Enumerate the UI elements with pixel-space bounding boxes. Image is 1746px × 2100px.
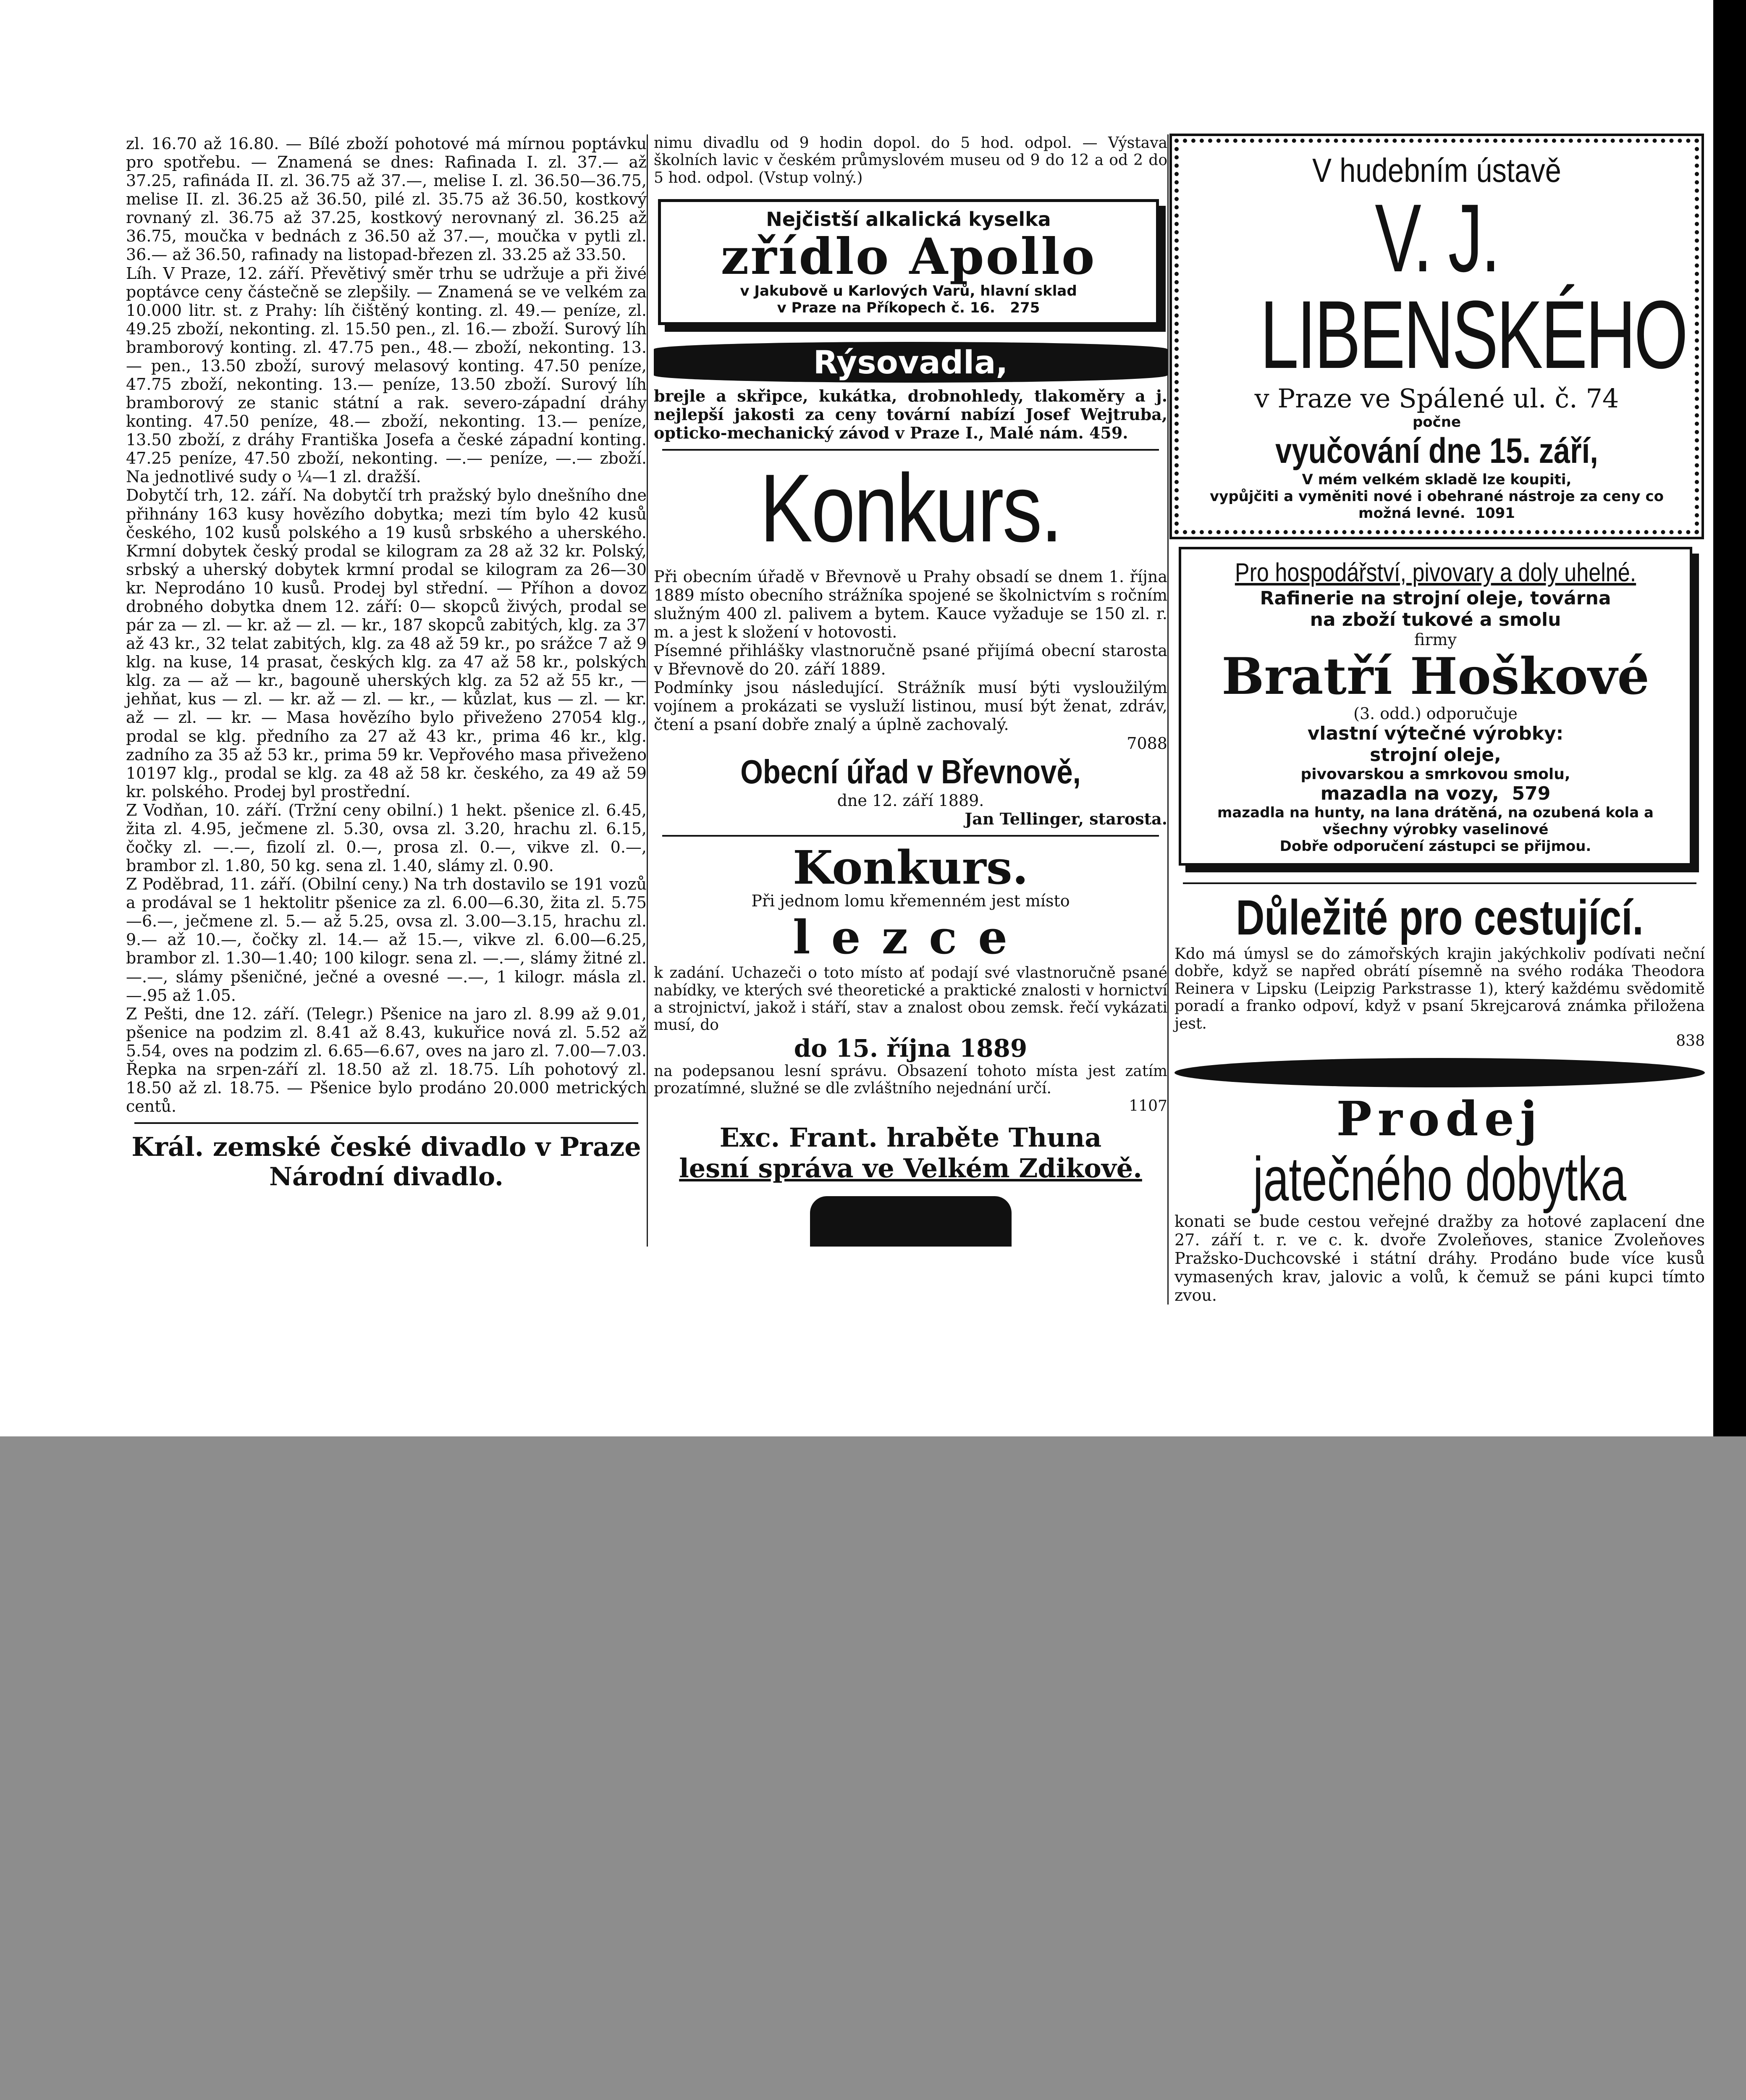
hoskove-product-5: mazadla na hunty, na lana drátěná, na ozubená kola a všechny výrobky vaselinové (1217, 804, 1654, 838)
konkurs-paragraph-2: Písemné přihlášky vlastnoručně psané přijímá obecní starosta v Břevnově do 20. září 1889. (654, 641, 1167, 679)
libensky-start: vyučování dne 15. září, (1275, 431, 1598, 470)
travellers-body: Kdo má úmysl se do zámořských krajin jakýchkoliv podívati neční dobře, když se napřed obrátí písemně na svého rodáka Theodora Reinera v Lipsku (Leipzig Parkstrasse 1), který každému svědomitě poradí a franko odpoví, když v psaní 5krejcarová známka přiložena jest. (1174, 945, 1705, 1032)
cattle-market-report: Dobytčí trh, 12. září. Na dobytčí trh pražský bylo dnešního dne přihnány 163 kusy hovězího dobytka; mezi tím bylo 42 kusů českého, 102 kusů polského a 19 kusů srbského a uherského. Krmní dobytek český prodal se kilogram za 28 až 32 kr. Polský, srbský a uherský dobytek krmní prodal se kilogram za 26—30 kr. Neprodáno 10 kusů. Prodej byl střední. — Příhon a dovoz drobného dobytka dnem 12. září: 0— skopců živých, prodal se pár za — zl. — kr. až — zl. — kr., 187 skopců zabitých, klg. za 37 až 43 kr., 32 telat zabitých, klg. za 48 až 59 kr., po srážce 7 až 9 klg. na kuse, 14 prasat, českých klg. za 47 až 58 kr., polských klg. za — až — kr., bagouně uherských klg. za 52 až 55 kr., — jehňat, kus — zl. — kr. až — zl. — kr., — kůzlat, kus — zl. — kr. až — zl. — kr. — Masa hovězího bylo přiveženo 27054 klg., prodal se klg. předního za 27 až 43 kr., prima 46 kr., klg. zadního za 35 až 53 kr., prima 59 kr. Vepřového masa přiveženo 10197 klg., prodal se klg. za 48 až 58 kr. českého, za 49 až 59 kr. polského. Prodej byl prostřední. (126, 486, 647, 801)
budapest-telegram: Z Pešti, dne 12. září. (Telegr.) Pšenice na jaro zl. 8.99 až 9.01, pšenice na podzim zl. 8.41 až 8.43, kukuřice nová zl. 5.52 až 5.54, oves na podzim zl. 6.65—6.67, oves na jaro zl. 7.00—7.03. Řepka na srpen-září zl. 18.50 až zl. 18.75. Líh pohotový zl. 18.50 až zl. 18.75. — Pšenice bylo prodáno 20.000 metrických centů. (126, 1004, 647, 1116)
hoskove-number: 579 (1512, 783, 1551, 805)
column-market-reports (126, 134, 647, 1192)
rysovadla-banner: Rýsovadla, (654, 342, 1167, 383)
apollo-kicker: Nejčistší alkalická kyselka (766, 208, 1051, 231)
theatre-heading: Král. zemské české divadlo v Praze (131, 1131, 641, 1163)
office-date: dne 12. září 1889. (837, 791, 984, 810)
decorative-bar (1174, 1058, 1705, 1087)
konkurs2-position: lezce (792, 910, 1029, 965)
hoskove-product-4: mazadla na vozy, (1320, 783, 1499, 805)
newspaper-page (126, 0, 1713, 1436)
apollo-number: 275 (1010, 299, 1040, 317)
konkurs2-body2: na podepsanou lesní správu. Obsazení tohoto místa jest zatím prozatímné, služné se dle zvláštního nejednání určí. (654, 1062, 1167, 1097)
exhibition-note: nimu divadlu od 9 hodin dopol. do 5 hod. odpol. — Výstava školních lavic v českém průmyslovém museu od 9 do 12 a od 2 do 5 hod. odpol. (Vstup volný.) (654, 134, 1167, 186)
theatre-subheading: Národní divadlo. (269, 1162, 503, 1192)
apollo-line1: v Jakubově u Karlových Varů, hlavní sklad (740, 283, 1077, 300)
libensky-small2: vypůjčiti a vyměniti nové i obehrané nástroje za ceny co možná levné. (1210, 488, 1664, 522)
hoskove-line2: na zboží tukové a smolu (1310, 609, 1561, 630)
hoskove-footer: Dobře odporučení zástupci se přijmou. (1279, 838, 1591, 855)
hoskove-name: Bratří Hoškové (1222, 647, 1649, 706)
column-ads-right (1167, 134, 1705, 1305)
konkurs2-heading: Konkurs. (793, 840, 1028, 895)
apollo-name: zřídlo Apollo (721, 227, 1096, 286)
office-signature: Jan Tellinger, starosta. (965, 809, 1167, 828)
travellers-number: 838 (1676, 1032, 1705, 1050)
konkurs-paragraph-3: Podmínky jsou následující. Strážník musí býti vysloužilým vojínem a prokázati se vysluží listinou, musí být ženat, zdráv, čtení a psaní dobře znalý a úplně zachovalý. (654, 678, 1167, 734)
sale-heading: Prodej (1336, 1092, 1543, 1147)
konkurs-heading: Konkurs. (760, 454, 1062, 562)
konkurs2-signature-1: Exc. Frant. hraběte Thuna (719, 1122, 1102, 1153)
vodnany-grain-prices: Z Vodňan, 10. září. (Tržní ceny obilní.) 1 hekt. pšenice zl. 6.45, žita zl. 4.95, ječmene zl. 5.30, ovsa zl. 3.20, hrachu zl. 6.15, čočky zl. —.—, fizolí zl. 0.—, prosa zl. 0.—, vikve zl. 0.—, brambor zl. 1.80, 50 kg. sena zl. 1.40, slámy zl. 0.90. (126, 801, 647, 875)
konkurs2-body: k zadání. Uchazeči o toto místo ať podají své vlastnoručně psané nabídky, ve kterých své theoretické a praktické znalosti v hornictví a strojnictví, jakož i stáří, stav a znalost obou zemsk. řečí vykázati musí, do (654, 964, 1167, 1034)
konkurs2-intro: Při jednom lomu křemenném jest místo (751, 892, 1070, 911)
sugar-report: zl. 16.70 až 16.80. — Bílé zboží pohotové má mírnou poptávku pro spotřebu. — Znamená se dnes: Rafinada I. zl. 37.— až 37.25, rafináda II. zl. 36.75 až 37.—, melise I. zl. 36.50—36.75, melise II. zl. 36.25 až 36.50, pilé zl. 35.75 až 36.50, kostkový rovnaný zl. 36.75 až 37.25, kostkový nerovnaný zl. 36.25 až 36.75, moučka v bednách z 36.50 až 37.—, moučka v pytli zl. 36.— až 36.50, rafinady na listopad-březen zl. 33.25 až 33.50. (126, 134, 647, 264)
konkurs2-number: 1107 (1129, 1097, 1167, 1115)
hoskove-line1: Rafinerie na strojní oleje, továrna (1260, 588, 1611, 609)
advert-illustration (810, 1196, 1012, 1247)
podebrady-grain-prices: Z Poděbrad, 11. září. (Obilní ceny.) Na trh dostavilo se 191 vozů a prodával se 1 hektolitr pšenice za zl. 6.00—6.30, žita zl. 5.75—6.—, ječmene zl. 5.— až 5.25, ovsa zl. 3.00—3.15, hrachu zl. 9.— až 10.—, čočky zl. 14.— až 15.—, vikve zl. 6.00—6.25, brambor zl. 1.30—1.40; 100 kilogr. sena zl. —.—, slámy žitné zl. —.—, slámy pšeničné, ječné a ovesné —.—, 1 kilogr. másla zl. —.95 až 1.05. (126, 875, 647, 1005)
travellers-heading: Důležité pro cestující. (1236, 890, 1644, 946)
scan-background (0, 1436, 1746, 2100)
hoskove-heading: Pro hospodářství, pivovary a doly uhelné. (1235, 558, 1636, 587)
divider (662, 449, 1159, 451)
hoskove-product-3: pivovarskou a smrkovou smolu, (1300, 766, 1570, 783)
libensky-pocne: počne (1412, 414, 1461, 430)
rysovadla-text: brejle a skřipce, kukátka, drobnohledy, tlakoměry a j. nejlepší jakosti za ceny tovární nabízí Josef Wejtruba, opticko-mechanický závod v Praze I., Malé nám. 459. (654, 386, 1167, 443)
sale-body: konati se bude cestou veřejné dražby za hotové zaplacení dne 27. září t. r. ve c. k. dvoře Zvoleňoves, stanice Zvoleňoves Pražsko-Duchcovské i státní dráhy. Prodáno bude více kusů vymasených krav, jalovic a volů, k čemuž se páni kupci tímto zvou. (1174, 1212, 1705, 1305)
hoskove-product-2: strojní oleje, (1370, 744, 1501, 766)
divider (134, 1122, 638, 1124)
konkurs-number: 7088 (1127, 734, 1167, 753)
konkurs2-deadline: do 15. října 1889 (794, 1034, 1028, 1063)
libensky-line1: V hudebním ústavě (1312, 152, 1561, 189)
hoskove-department: (3. odd.) odporučuje (1353, 704, 1518, 723)
libensky-name: V. J. LIBENSKÉHO (1260, 184, 1686, 388)
hoskove-advert (1179, 547, 1692, 866)
konkurs2-signature-2: lesní správa ve Velkém Zdikově. (679, 1153, 1142, 1184)
konkurs-paragraph-1: Při obecním úřadě v Břevnově u Prahy obsadí se dnem 1. října 1889 místo obecního strážníka spojené se školnictvím s ročním služným 400 zl. palivem a bytem. Kauce vyžaduje se 150 zl. r. m. a jest k složení v hotovosti. (654, 567, 1167, 642)
libensky-number: 1091 (1475, 505, 1515, 522)
sale-subheading: jatečného dobytka (1253, 1144, 1626, 1214)
apollo-advert (658, 199, 1159, 325)
libensky-address: v Praze ve Spálené ul. č. 74 (1254, 383, 1619, 414)
spirit-report: Líh. V Praze, 12. září. Převětivý směr trhu se udržuje a při živé poptávce ceny částečně se zlepšily. — Znamená se ve velkém za 10.000 litr. st. z Prahy: líh čištěný konting. zl. 49.— peníze, zl. 49.25 zboží, nekonting. zl. 15.50 pen., zl. 16.— zboží. Surový líh bramborový konting. zl. 47.75 pen., 48.— zboží, nekonting. 13.— pen., 13.50 zboží, surový melasový konting. 47.50 peníze, 47.75 zboží, nekonting. 13.— peníze, 13.50 zboží. Surový líh bramborový ze stanic státní a rak. severo-západní dráhy konting. 47.50 peníze, 48.— zboží, nekonting. 13.— peníze, 13.50 zboží, z dráhy Františka Josefa a české západní konting. 47.25 peníze, 47.50 zboží, nekonting. —.— peníze, —.— zboží. Na jednotlivé sudy o ¼—1 zl. dražší. (126, 264, 647, 486)
office-name: Obecní úřad v Břevnově, (740, 753, 1081, 790)
libensky-advert (1174, 139, 1699, 534)
divider (1183, 882, 1696, 884)
hoskove-firmy: firmy (1414, 630, 1457, 649)
divider (662, 835, 1159, 837)
apollo-line2: v Praze na Příkopech č. 16. (777, 299, 995, 317)
scan-edge (1713, 0, 1746, 1436)
hoskove-product-1: vlastní výtečné výrobky: (1307, 723, 1564, 745)
column-ads-center (647, 134, 1167, 1247)
libensky-small1: V mém velkém skladě lze koupiti, (1302, 471, 1572, 488)
